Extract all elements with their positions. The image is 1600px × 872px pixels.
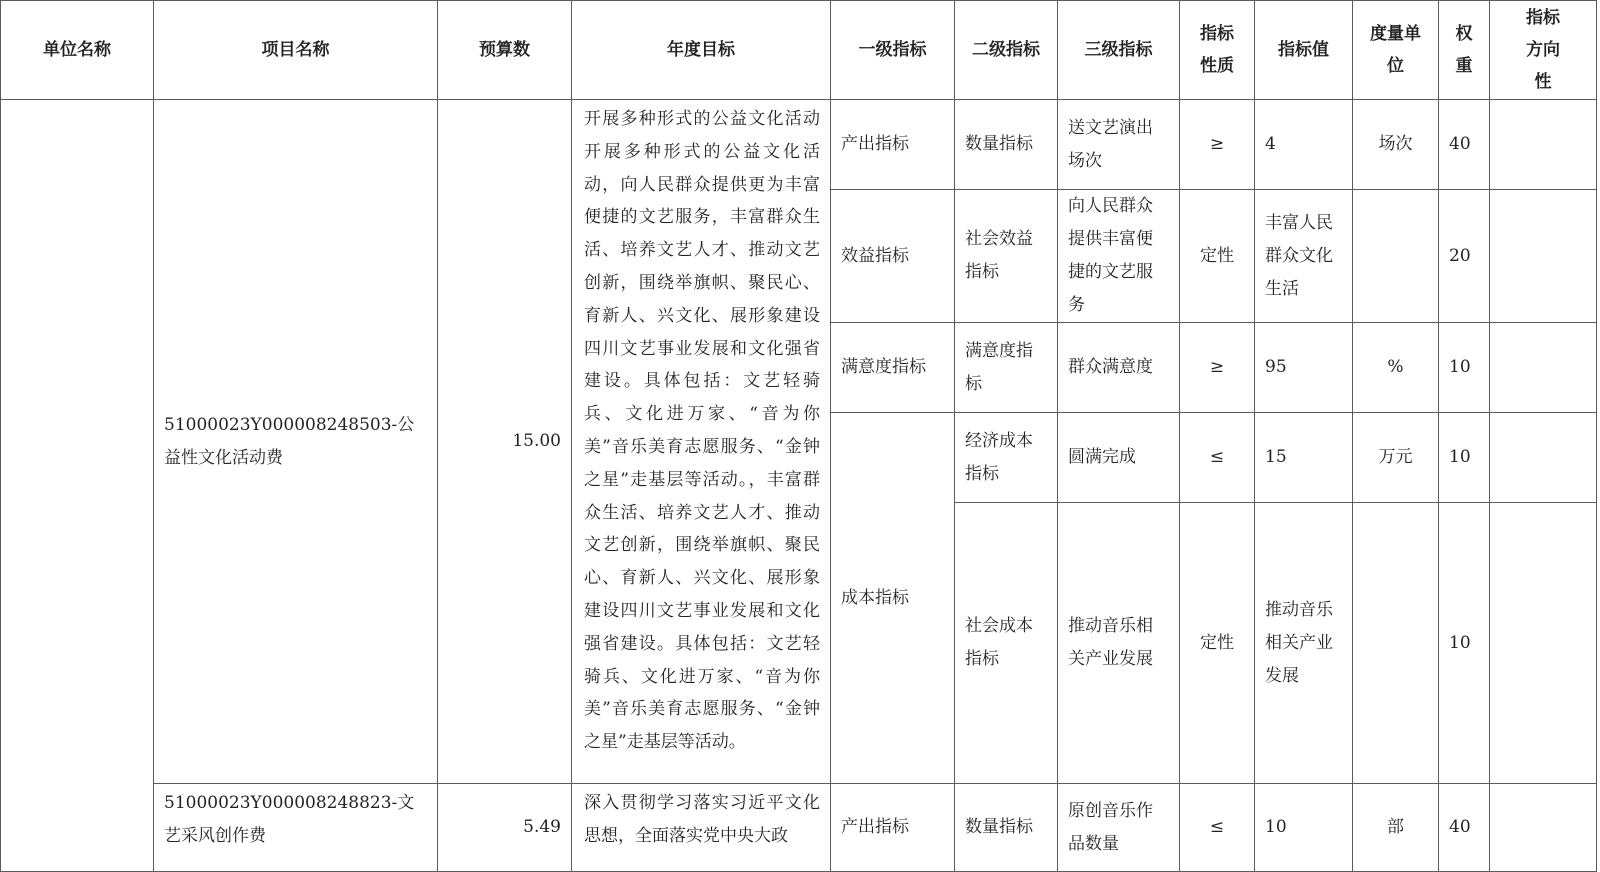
budget-cell: 15.00 xyxy=(438,100,572,784)
level1-cell: 产出指标 xyxy=(831,100,955,190)
weight-cell: 20 xyxy=(1439,190,1490,323)
measure-unit-cell: 万元 xyxy=(1353,413,1439,503)
direction-cell xyxy=(1490,503,1597,784)
weight-cell: 40 xyxy=(1439,100,1490,190)
nature-cell: ≤ xyxy=(1180,784,1255,872)
nature-cell: ≥ xyxy=(1180,323,1255,413)
budget-cell: 5.49 xyxy=(438,784,572,872)
value-cell: 10 xyxy=(1255,784,1353,872)
value-cell: 95 xyxy=(1255,323,1353,413)
level3-cell: 群众满意度 xyxy=(1058,323,1180,413)
measure-unit-cell xyxy=(1353,503,1439,784)
direction-cell xyxy=(1490,190,1597,323)
level3-cell: 推动音乐相关产业发展 xyxy=(1058,503,1180,784)
direction-cell xyxy=(1490,413,1597,503)
direction-cell xyxy=(1490,784,1597,872)
header-nature: 指标性质 xyxy=(1180,1,1255,100)
value-cell: 丰富人民群众文化生活 xyxy=(1255,190,1353,323)
measure-unit-cell: 场次 xyxy=(1353,100,1439,190)
level2-cell: 经济成本指标 xyxy=(955,413,1058,503)
measure-unit-cell xyxy=(1353,190,1439,323)
level3-cell: 圆满完成 xyxy=(1058,413,1180,503)
weight-cell: 10 xyxy=(1439,323,1490,413)
direction-cell xyxy=(1490,323,1597,413)
header-level2: 二级指标 xyxy=(955,1,1058,100)
level1-cell: 产出指标 xyxy=(831,784,955,872)
table-row xyxy=(1,100,1597,190)
weight-cell: 40 xyxy=(1439,784,1490,872)
direction-cell xyxy=(1490,100,1597,190)
nature-cell: 定性 xyxy=(1180,190,1255,323)
level2-cell: 数量指标 xyxy=(955,784,1058,872)
nature-cell: ≤ xyxy=(1180,413,1255,503)
value-cell: 推动音乐相关产业发展 xyxy=(1255,503,1353,784)
level1-cell: 效益指标 xyxy=(831,190,955,323)
level2-cell: 社会成本指标 xyxy=(955,503,1058,784)
header-direction: 指标方向性 xyxy=(1490,1,1597,100)
value-cell: 4 xyxy=(1255,100,1353,190)
header-row xyxy=(1,1,1597,100)
header-measure-unit: 度量单位 xyxy=(1353,1,1439,100)
level3-cell: 向人民群众提供丰富便捷的文艺服务 xyxy=(1058,190,1180,323)
header-project-name: 项目名称 xyxy=(154,1,438,100)
project-name-cell: 51000023Y000008248823-文艺采风创作费 xyxy=(154,784,438,872)
value-cell: 15 xyxy=(1255,413,1353,503)
level3-cell: 原创音乐作品数量 xyxy=(1058,784,1180,872)
header-unit-name: 单位名称 xyxy=(1,1,154,100)
annual-goal-cell: 深入贯彻学习落实习近平文化思想，全面落实党中央大政 xyxy=(572,784,831,872)
level2-cell: 社会效益指标 xyxy=(955,190,1058,323)
annual-goal-cell: 开展多种形式的公益文化活动开展多种形式的公益文化活动，向人民群众提供更为丰富便捷的文艺服务，丰富群众生活、培养文艺人才、推动文艺创新，围绕举旗帜、聚民心、育新人、兴文化、展形象建设四川文艺事业发展和文化强省建设。具体包括：文艺轻骑兵、文化进万家、“音为你美”音乐美育志愿服务、“金钟之星”走基层等活动。，丰富群众生活、培养文艺人才、推动文艺创新，围绕举旗帜、聚民心、育新人、兴文化、展形象建设四川文艺事业发展和文化强省建设。具体包括：文艺轻骑兵、文化进万家、“音为你美”音乐美育志愿服务、“金钟之星”走基层等活动。 xyxy=(572,100,831,784)
project-name-cell: 51000023Y000008248503-公益性文化活动费 xyxy=(154,100,438,784)
level2-cell: 数量指标 xyxy=(955,100,1058,190)
level3-cell: 送文艺演出场次 xyxy=(1058,100,1180,190)
header-value: 指标值 xyxy=(1255,1,1353,100)
unit-name-cell xyxy=(1,100,154,872)
measure-unit-cell: 部 xyxy=(1353,784,1439,872)
nature-cell: 定性 xyxy=(1180,503,1255,784)
header-weight: 权重 xyxy=(1439,1,1490,100)
level2-cell: 满意度指标 xyxy=(955,323,1058,413)
header-level1: 一级指标 xyxy=(831,1,955,100)
weight-cell: 10 xyxy=(1439,413,1490,503)
weight-cell: 10 xyxy=(1439,503,1490,784)
table-row xyxy=(1,784,1597,872)
header-level3: 三级指标 xyxy=(1058,1,1180,100)
header-budget: 预算数 xyxy=(438,1,572,100)
header-annual-goal: 年度目标 xyxy=(572,1,831,100)
nature-cell: ≥ xyxy=(1180,100,1255,190)
level1-cell: 成本指标 xyxy=(831,413,955,784)
level1-cell: 满意度指标 xyxy=(831,323,955,413)
measure-unit-cell: % xyxy=(1353,323,1439,413)
